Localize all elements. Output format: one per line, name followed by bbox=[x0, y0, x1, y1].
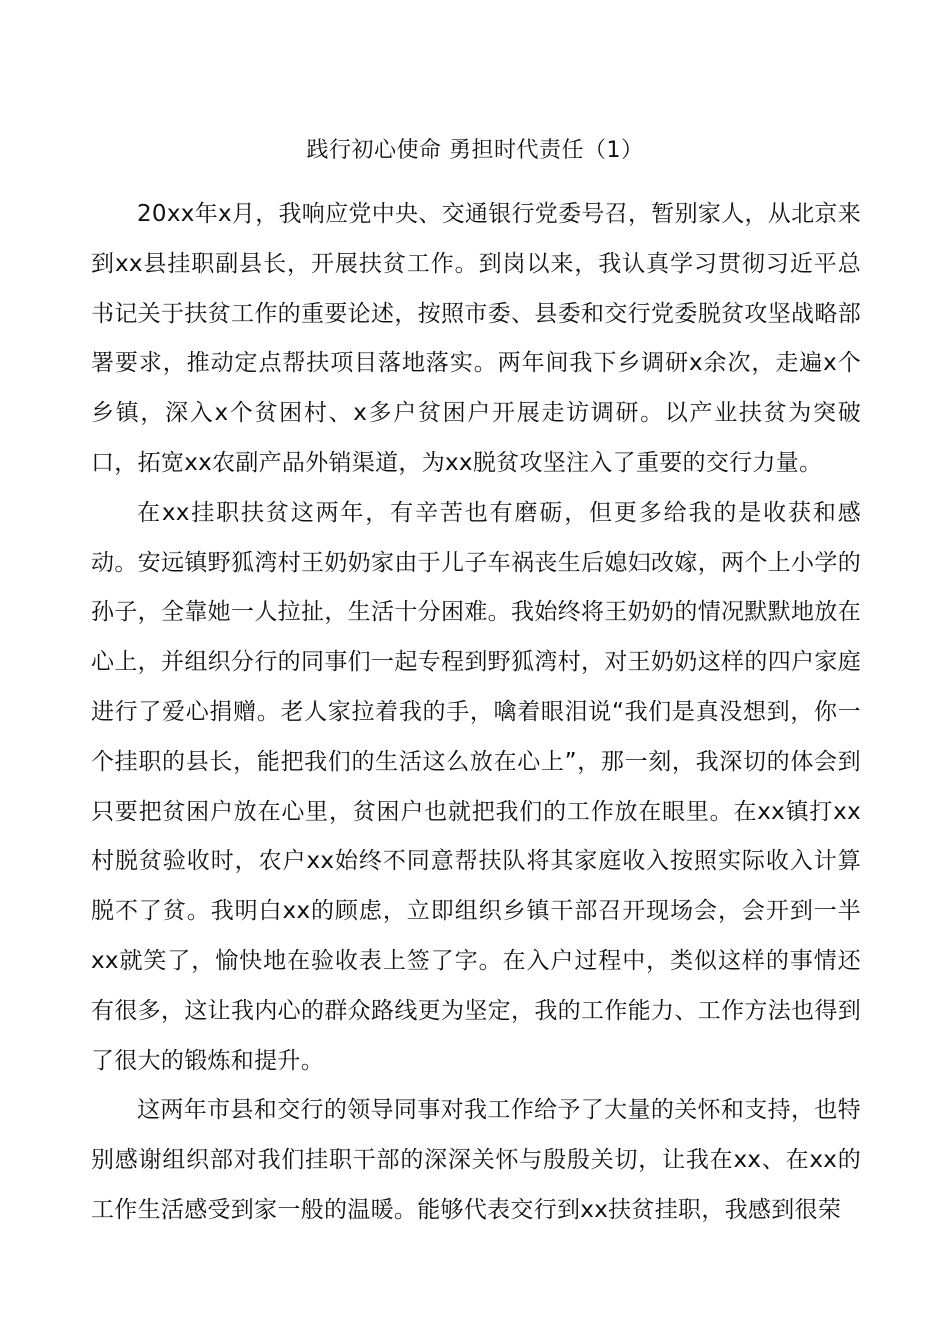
paragraph-3: 这两年市县和交行的领导同事对我工作给予了大量的关怀和支持，也特别感谢组织部对我们挂职干部的深深关怀与殷殷关切，让我在xx、在xx的工作生活感受到家一般的温暖。能够代表交行到xx扶贫挂职，我感到很荣 bbox=[91, 1097, 861, 1223]
document-body bbox=[91, 190, 861, 1236]
document-title: 践行初心使命 勇担时代责任（1） bbox=[306, 138, 644, 163]
paragraph-2: 在xx挂职扶贫这两年，有辛苦也有磨砺，但更多给我的是收获和感动。安远镇野狐湾村王奶奶家由于儿子车祸丧生后媳妇改嫁，两个上小学的孙子，全靠她一人拉扯，生活十分困难。我始终将王奶奶的情况默默地放在心上，并组织分行的同事们一起专程到野狐湾村，对王奶奶这样的四户家庭进行了爱心捐赠。老人家拉着我的手，噙着眼泪说“我们是真没想到，你一个挂职的县长，能把我们的生活这么放在心上”，那一刻，我深切的体会到只要把贫困户放在心里，贫困户也就把我们的工作放在眼里。在xx镇打xx村脱贫验收时，农户xx始终不同意帮扶队将其家庭收入按照实际收入计算脱不了贫。我明白xx的顾虑，立即组织乡镇干部召开现场会，会开到一半xx就笑了，愉快地在验收表上签了字。在入户过程中，类似这样的事情还有很多，这让我内心的群众路线更为坚定，我的工作能力、工作方法也得到了很大的锻炼和提升。 bbox=[91, 499, 861, 1074]
paragraph-1: 20xx年x月，我响应党中央、交通银行党委号召，暂别家人，从北京来到xx县挂职副县长，开展扶贫工作。到岗以来，我认真学习贯彻习近平总书记关于扶贫工作的重要论述，按照市委、县委和交行党委脱贫攻坚战略部署要求，推动定点帮扶项目落地落实。两年间我下乡调研x余次，走遍x个乡镇，深入x个贫困村、x多户贫困户开展走访调研。以产业扶贫为突破口，拓宽xx农副产品外销渠道，为xx脱贫攻坚注入了重要的交行力量。 bbox=[91, 201, 862, 476]
